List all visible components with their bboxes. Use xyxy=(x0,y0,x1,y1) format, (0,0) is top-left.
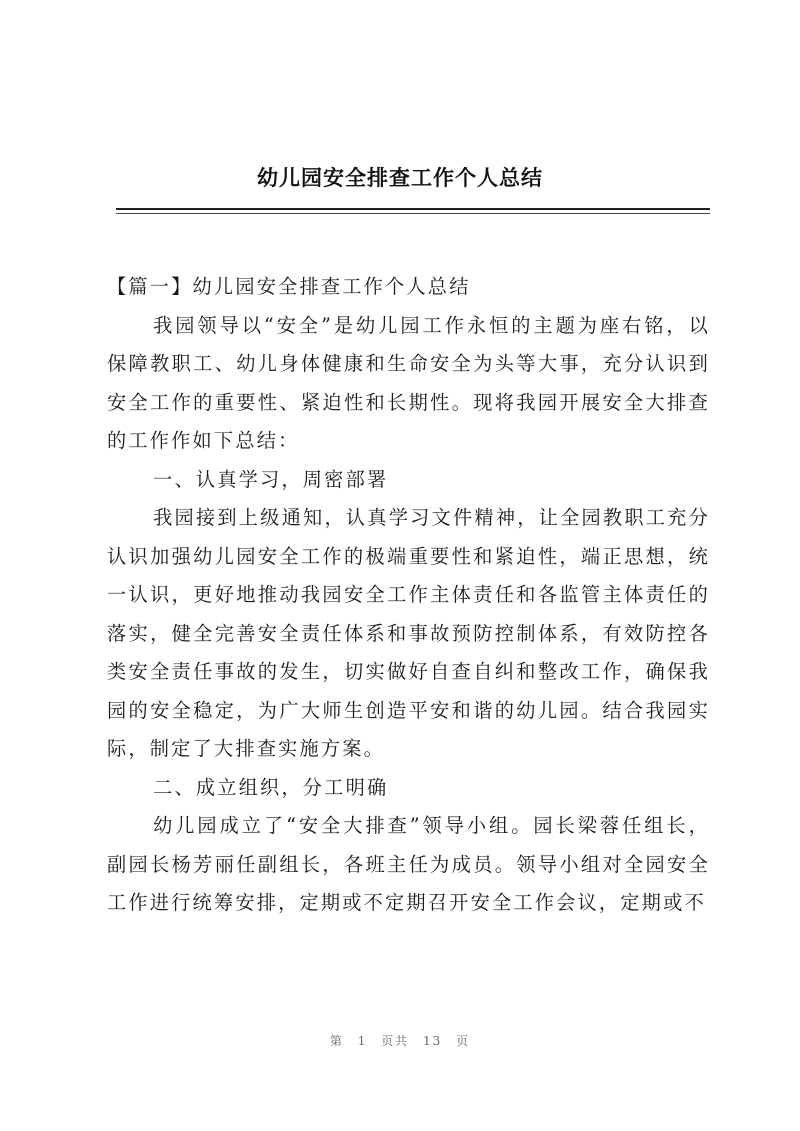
page-footer xyxy=(0,1032,800,1049)
subheading: 一、认真学习，周密部署 xyxy=(153,467,389,491)
footer-prefix: 第 xyxy=(329,1034,344,1048)
page-number: 1 xyxy=(357,1034,368,1048)
document-title: 幼儿园安全排查工作个人总结 xyxy=(257,165,543,190)
subheading: 二、成立组织，分工明确 xyxy=(153,775,389,799)
document-body xyxy=(107,268,710,923)
title-underline xyxy=(116,208,710,210)
title-underline-thin xyxy=(116,213,710,214)
paragraph: 幼儿园成立了“安全大排查”领导小组。园长梁蓉任组长，副园长杨芳丽任副组长，各班主任为成员。领导小组对全园安全工作进行统筹安排，定期或不定期召开安全工作会议，定期或不 xyxy=(107,814,710,914)
total-pages: 13 xyxy=(423,1034,443,1048)
footer-mid: 页共 xyxy=(381,1034,410,1048)
paragraph: 我园领导以“安全”是幼儿园工作永恒的主题为座右铭，以保障教职工、幼儿身体健康和生命安全为头等大事，充分认识到安全工作的重要性、紧迫性和长期性。现将我园开展安全大排查的工作作如下总结： xyxy=(107,313,710,452)
section-heading: 【篇一】幼儿园安全排查工作个人总结 xyxy=(107,275,471,298)
paragraph: 我园接到上级通知，认真学习文件精神，让全园教职工充分认识加强幼儿园安全工作的极端重要性和紧迫性，端正思想，统一认识，更好地推动我园安全工作主体责任和各监管主体责任的落实，健全完善安全责任体系和事故预防控制体系，有效防控各类安全责任事故的发生，切实做好自查自纠和整改工作，确保我园的安全稳定，为广大师生创造平安和谐的幼儿园。结合我园实际，制定了大排查实施方案。 xyxy=(107,506,710,760)
footer-suffix: 页 xyxy=(456,1034,471,1048)
